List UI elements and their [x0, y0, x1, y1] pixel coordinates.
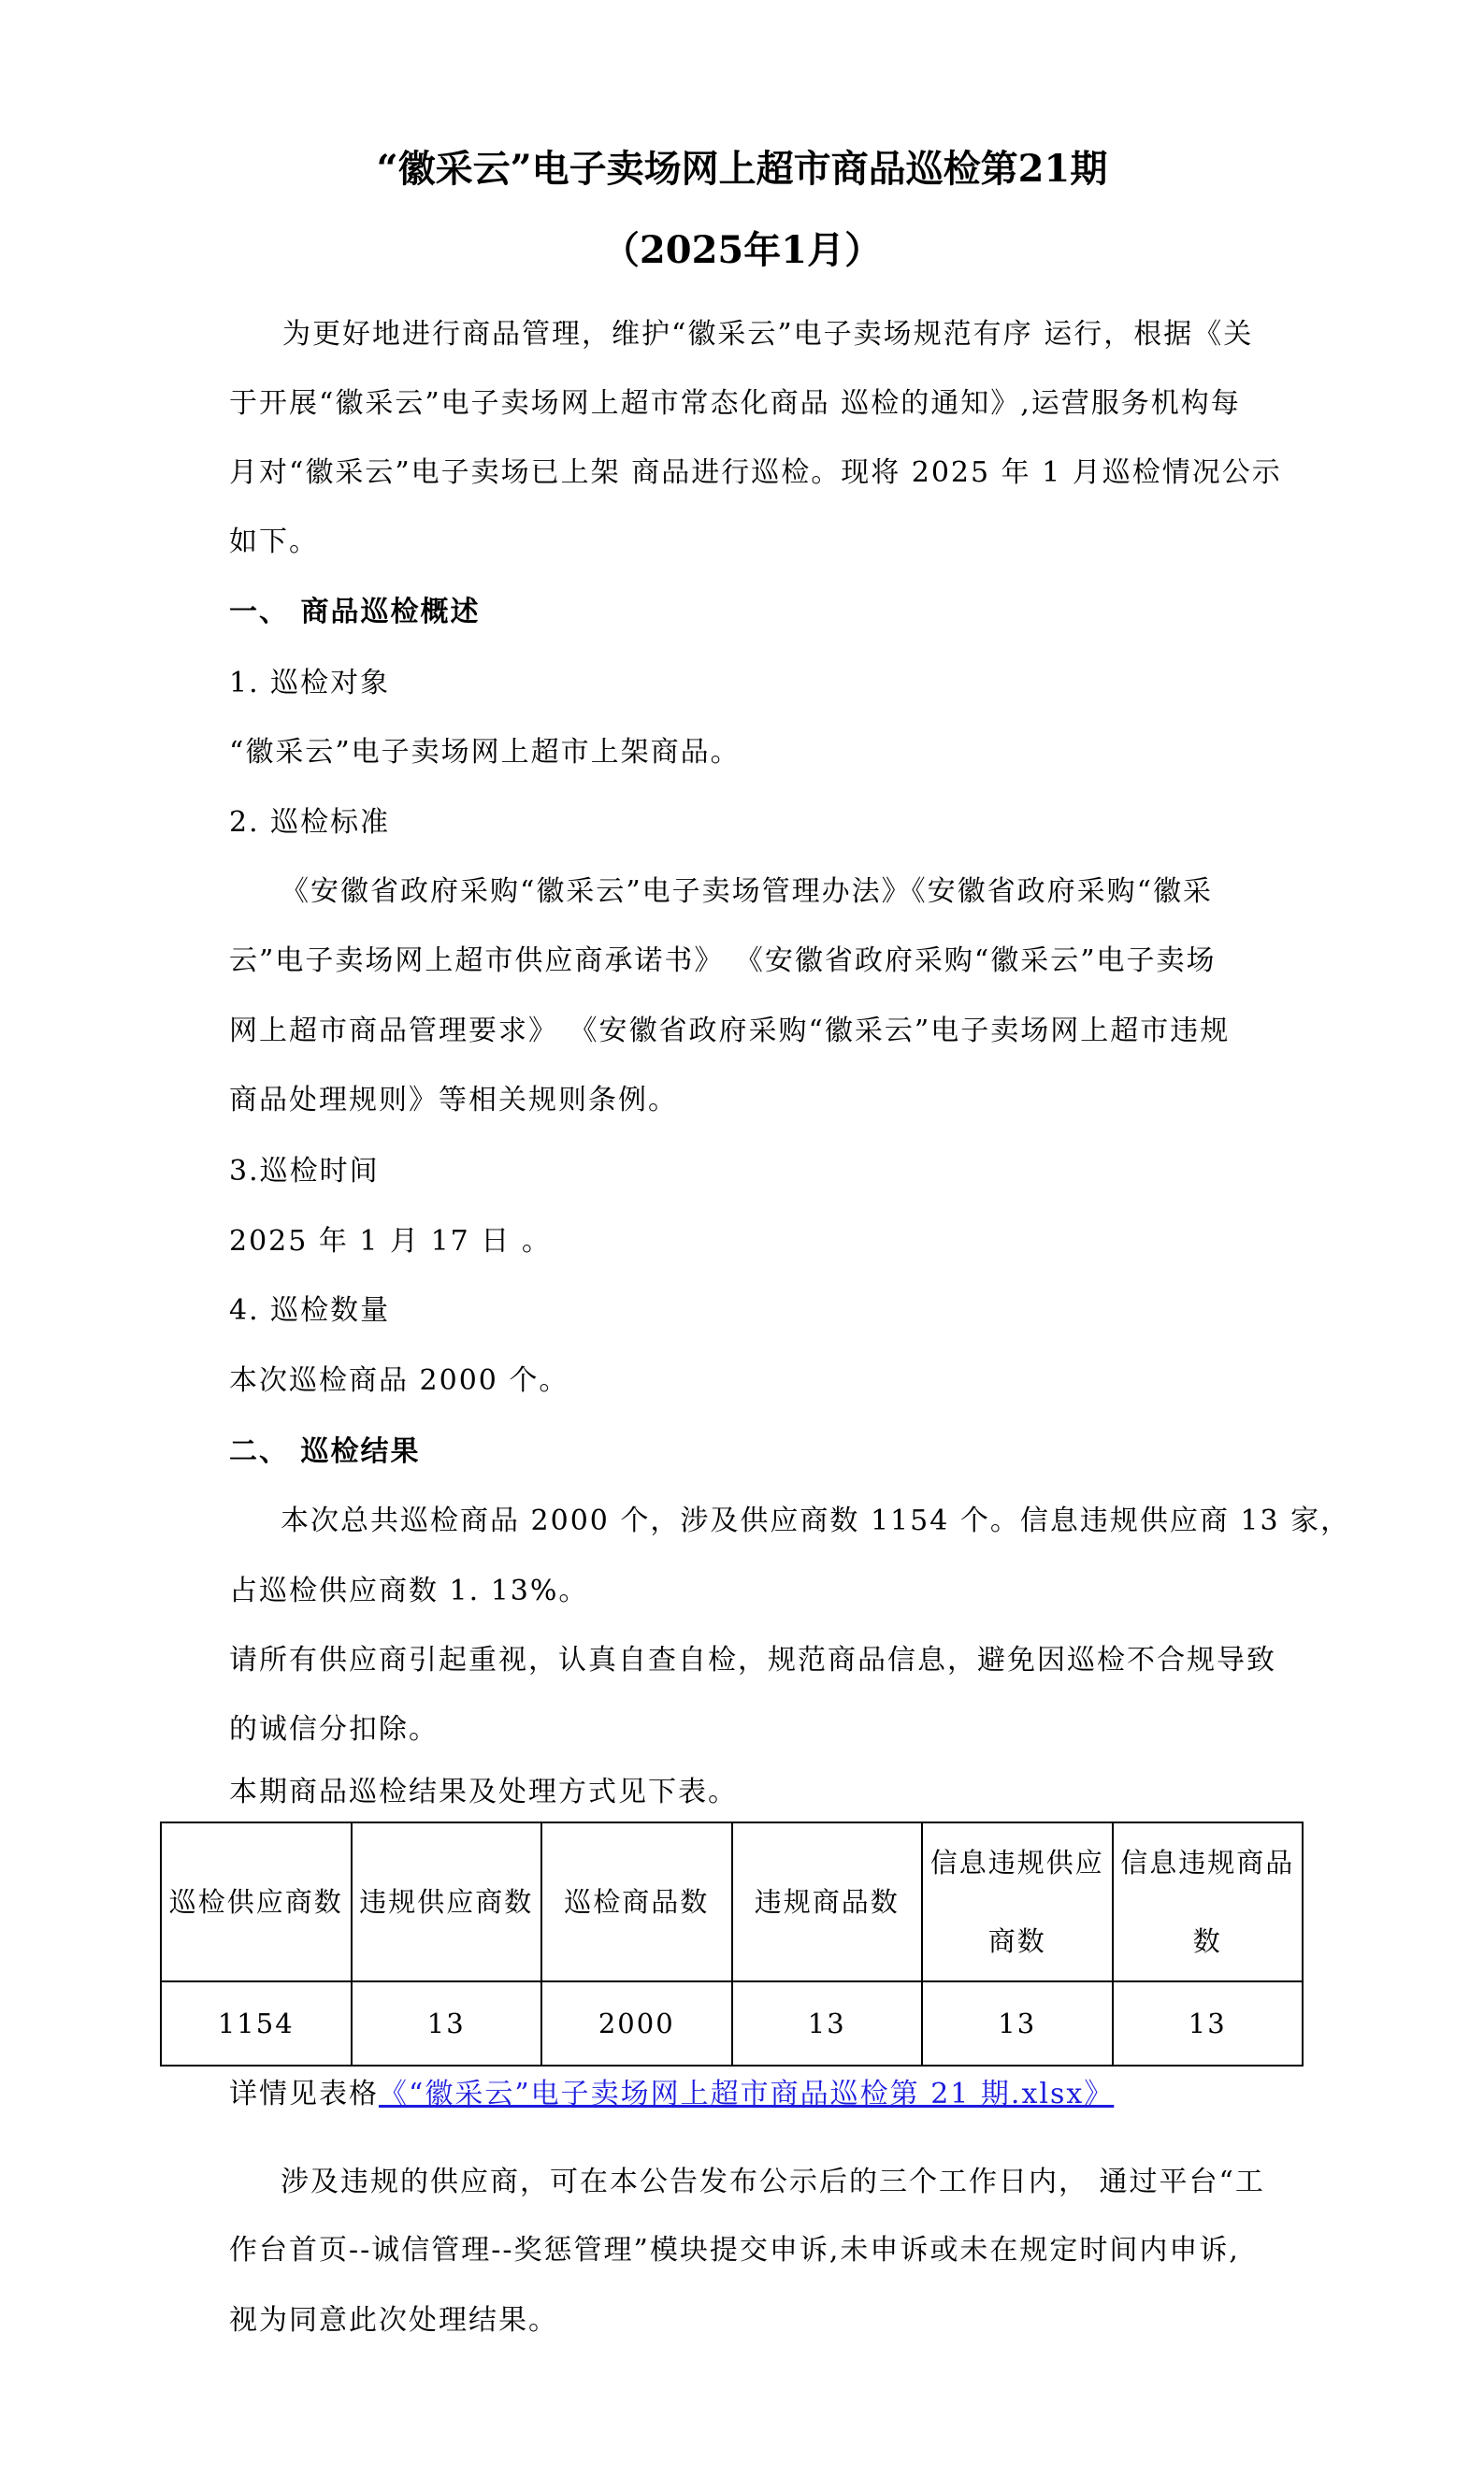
inspection-count-title: 4. 巡检数量 [229, 1294, 391, 1327]
table-cell: 13 [732, 1981, 923, 2066]
intro-line-4: 如下。 [229, 526, 319, 558]
result-summary-line-1: 本次总共巡检商品 2000 个，涉及供应商数 1154 个。信息违规供应商 13 家， [281, 1505, 1351, 1537]
table-cell: 13 [352, 1981, 542, 2066]
table-header-cell: 信息违规供应商数 [922, 1822, 1113, 1981]
intro-line-2: 于开展“徽采云”电子卖场网上超市常态化商品 巡检的通知》,运营服务机构每 [229, 387, 1241, 420]
result-summary-line-2: 占巡检供应商数 1. 13%。 [229, 1575, 589, 1607]
table-header-row [161, 1822, 1303, 1981]
inspection-count-text: 本次巡检商品 2000 个。 [229, 1364, 569, 1397]
section-1-heading: 一、 商品巡检概述 [229, 596, 481, 628]
document-subtitle: （2025年1月） [601, 228, 883, 272]
table-row [161, 1981, 1303, 2066]
result-notice-line-1: 请所有供应商引起重视，认真自查自检，规范商品信息，避免因巡检不合规导致 [229, 1644, 1276, 1677]
table-cell: 1154 [161, 1981, 352, 2066]
table-intro: 本期商品巡检结果及处理方式见下表。 [229, 1776, 738, 1808]
table-header-cell: 违规供应商数 [352, 1822, 542, 1981]
inspection-results-table [160, 1822, 1304, 2067]
inspection-time-title: 3.巡检时间 [229, 1155, 380, 1188]
result-notice-line-2: 的诚信分扣除。 [229, 1713, 439, 1746]
section-2-heading: 二、 巡检结果 [229, 1435, 421, 1468]
details-label: 详情见表格 [229, 2078, 379, 2110]
inspection-standard-title: 2. 巡检标准 [229, 806, 391, 839]
inspection-object-title: 1. 巡检对象 [229, 667, 391, 699]
intro-line-3: 月对“徽采云”电子卖场已上架 商品进行巡检。现将 2025 年 1 月巡检情况公示 [229, 456, 1282, 489]
intro-line-1: 为更好地进行商品管理，维护“徽采云”电子卖场规范有序 运行，根据《关 [282, 318, 1254, 351]
table-cell: 13 [922, 1981, 1113, 2066]
table-header-cell: 信息违规商品数 [1113, 1822, 1304, 1981]
inspection-time-text: 2025 年 1 月 17 日 。 [229, 1225, 552, 1258]
appeal-line-3: 视为同意此次处理结果。 [229, 2304, 558, 2337]
inspection-standard-line-1: 《安徽省政府采购“徽采云”电子卖场管理办法》《安徽省政府采购“徽采 [281, 875, 1214, 908]
details-spreadsheet-link[interactable]: 《“徽采云”电子卖场网上超市商品巡检第 21 期.xlsx》 [379, 2078, 1115, 2110]
inspection-standard-line-4: 商品处理规则》等相关规则条例。 [229, 1084, 678, 1116]
inspection-object-text: “徽采云”电子卖场网上超市上架商品。 [229, 736, 741, 769]
table-cell: 2000 [541, 1981, 732, 2066]
table-header-cell: 巡检商品数 [541, 1822, 732, 1981]
appeal-line-2: 作台首页--诚信管理--奖惩管理”模块提交申诉,未申诉或未在规定时间内申诉, [229, 2234, 1240, 2267]
table-header-cell: 巡检供应商数 [161, 1822, 352, 1981]
details-line [229, 2075, 1114, 2114]
inspection-standard-line-3: 网上超市商品管理要求》 《安徽省政府采购“徽采云”电子卖场网上超市违规 [229, 1015, 1231, 1047]
document-title: “徽采云”电子卖场网上超市商品巡检第21期 [376, 147, 1108, 191]
appeal-line-1: 涉及违规的供应商，可在本公告发布公示后的三个工作日内， 通过平台“工 [281, 2166, 1265, 2198]
inspection-standard-line-2: 云”电子卖场网上超市供应商承诺书》 《安徽省政府采购“徽采云”电子卖场 [229, 944, 1217, 977]
table-cell: 13 [1113, 1981, 1304, 2066]
table-header-cell: 违规商品数 [732, 1822, 923, 1981]
